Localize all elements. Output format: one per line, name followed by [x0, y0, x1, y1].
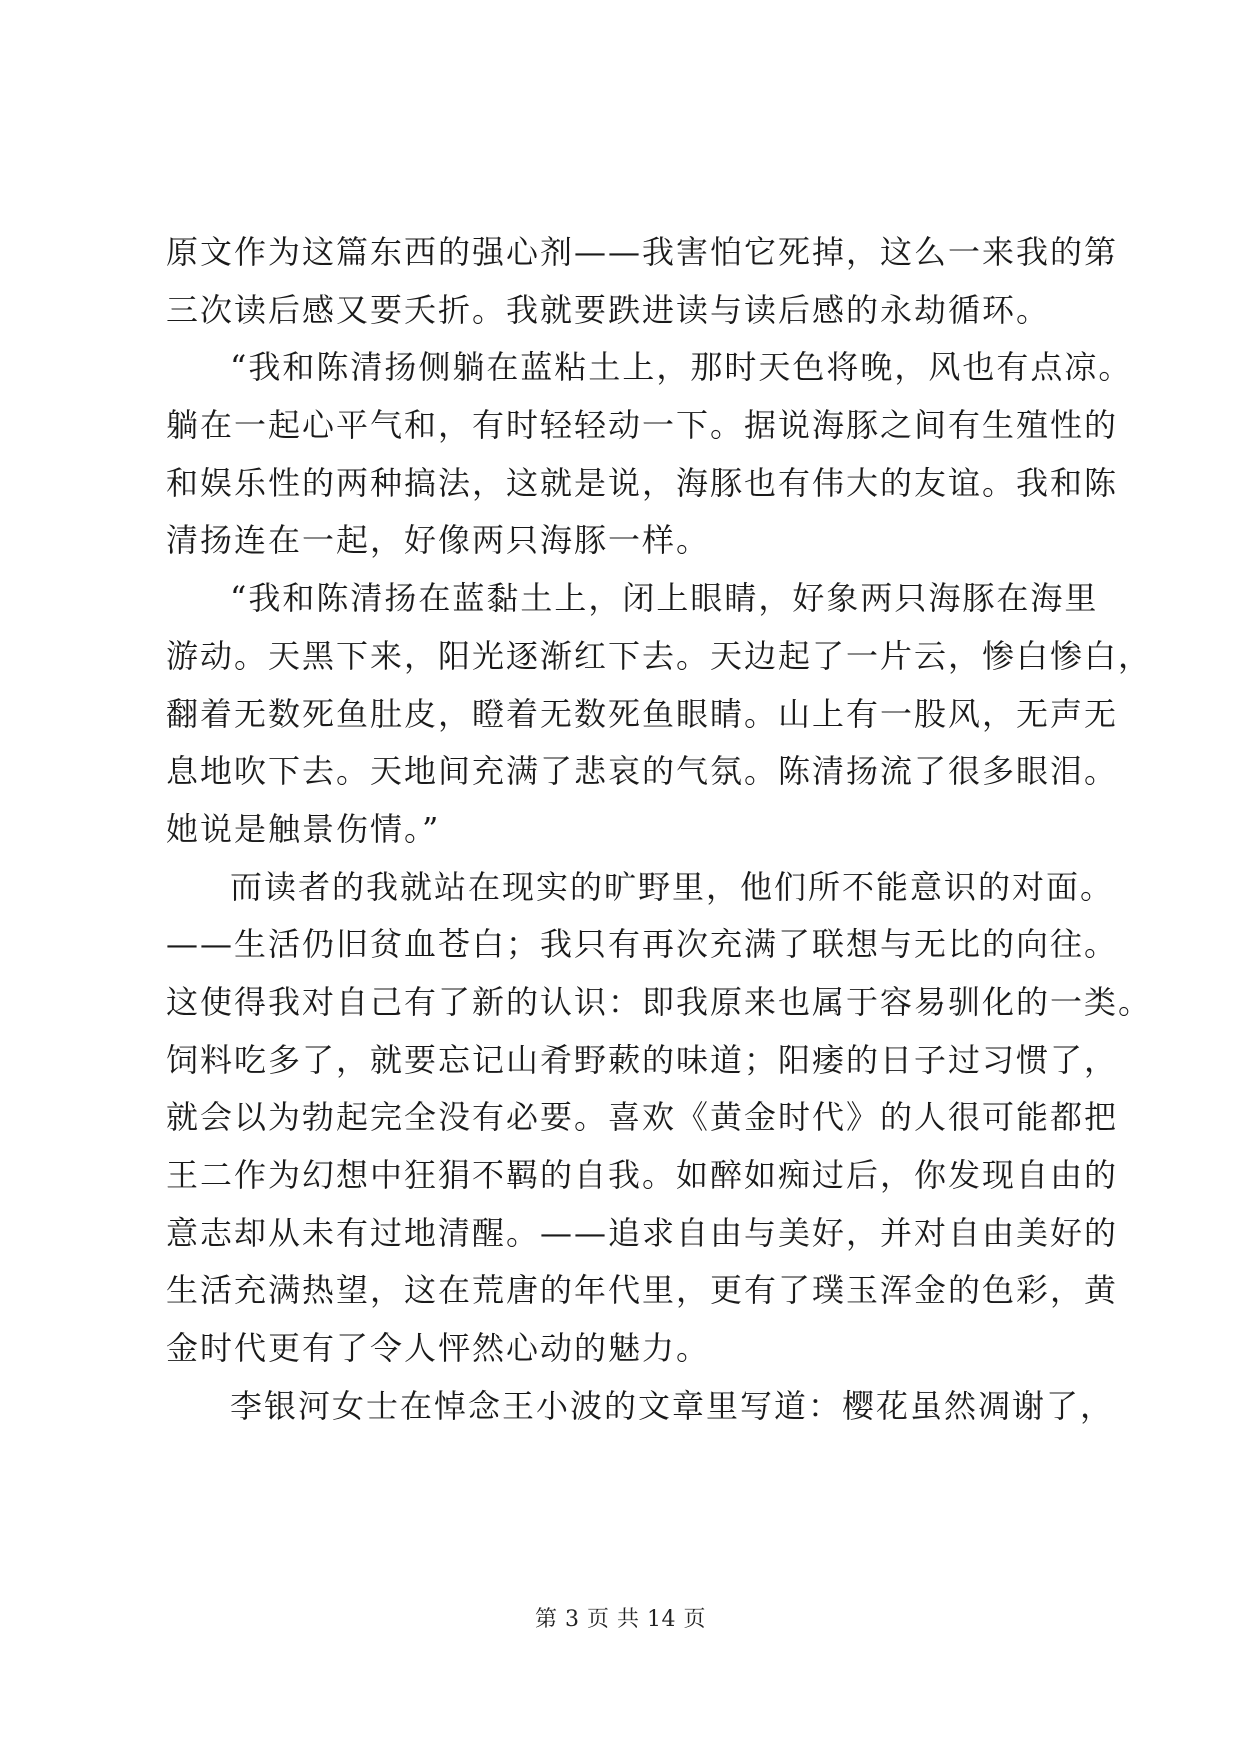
- text-line: 金时代更有了令人怦然心动的魅力。: [166, 1329, 711, 1368]
- page-footer: 第 3 页 共 14 页: [535, 1607, 706, 1632]
- text-line: “我和陈清扬在蓝黏土上，闭上眼睛，好象两只海豚在海里: [230, 579, 1099, 618]
- text-line: 李银河女士在悼念王小波的文章里写道：樱花虽然凋谢了，: [230, 1386, 1115, 1425]
- text-line: 就会以为勃起完全没有必要。喜欢《黄金时代》的人很可能都把: [166, 1098, 1119, 1137]
- text-line: 游动。天黑下来，阳光逐渐红下去。天边起了一片云，惨白惨白，: [166, 636, 1153, 675]
- text-line: 息地吹下去。天地间充满了悲哀的气氛。陈清扬流了很多眼泪。: [166, 752, 1119, 791]
- text-line: 她说是触景伤情。”: [166, 809, 441, 848]
- text-line: 原文作为这篇东西的强心剂——我害怕它死掉，这么一来我的第: [166, 233, 1119, 271]
- text-line: 意志却从未有过地清醒。——追求自由与美好，并对自由美好的: [166, 1213, 1119, 1252]
- text-line: 清扬连在一起，好像两只海豚一样。: [166, 521, 711, 560]
- text-line: ——生活仍旧贫血苍白；我只有再次充满了联想与无比的向往。: [166, 925, 1119, 964]
- text-line: 翻着无数死鱼肚皮，瞪着无数死鱼眼睛。山上有一股风，无声无: [166, 694, 1119, 733]
- text-line: 生活充满热望，这在荒唐的年代里，更有了璞玉浑金的色彩，黄: [166, 1271, 1119, 1310]
- text-line: 王二作为幻想中狂狷不羁的自我。如醉如痴过后，你发现自由的: [166, 1156, 1119, 1194]
- body-text: [166, 224, 1153, 1435]
- text-line: 而读者的我就站在现实的旷野里，他们所不能意识的对面。: [230, 867, 1115, 906]
- text-line: 和娱乐性的两种搞法，这就是说，海豚也有伟大的友谊。我和陈: [166, 463, 1119, 502]
- text-line: 躺在一起心平气和，有时轻轻动一下。据说海豚之间有生殖性的: [166, 406, 1119, 445]
- text-line: 三次读后感又要夭折。我就要跌进读与读后感的永劫循环。: [166, 290, 1051, 329]
- text-line: 这使得我对自己有了新的认识：即我原来也属于容易驯化的一类。: [166, 982, 1153, 1021]
- text-line: 饲料吃多了，就要忘记山肴野蔌的味道；阳痿的日子过习惯了，: [166, 1040, 1119, 1079]
- text-line: “我和陈清扬侧躺在蓝粘土上，那时天色将晚，风也有点凉。: [230, 348, 1133, 387]
